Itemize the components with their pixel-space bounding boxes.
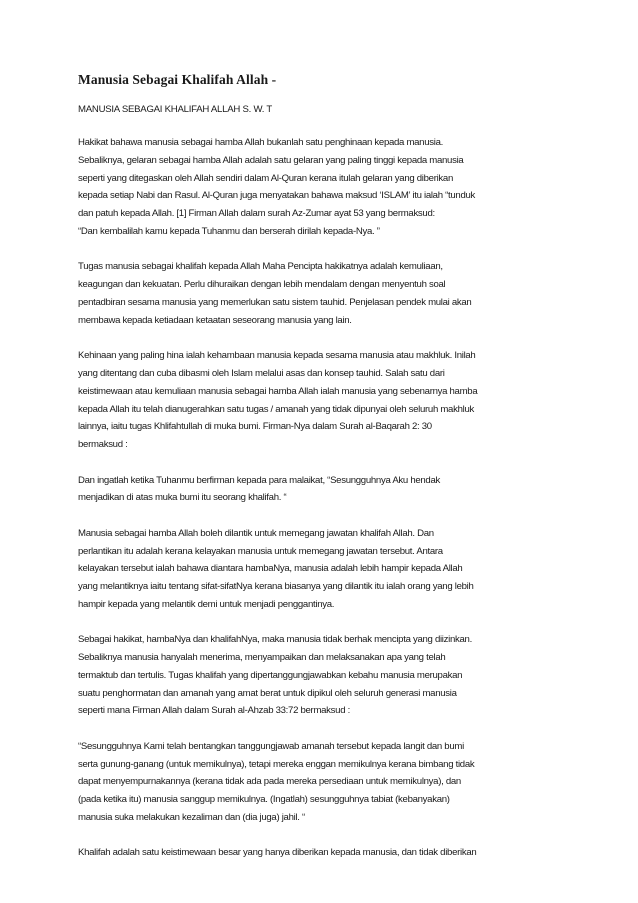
body-paragraph bbox=[78, 134, 568, 241]
paragraph-line: Manusia sebagai hamba Allah boleh dilantik untuk memegang jawatan khalifah Allah. Dan bbox=[78, 527, 434, 539]
body-paragraph bbox=[78, 631, 568, 720]
paragraph-line: Sebaliknya manusia hanyalah menerima, menyampaikan dan melaksanakan apa yang telah bbox=[78, 652, 446, 664]
paragraph-line: Sebaliknya, gelaran sebagai hamba Allah adalah satu gelaran yang paling tinggi kepada manusia bbox=[78, 154, 464, 166]
paragraph-line: (pada ketika itu) manusia sanggup memikulnya. (Ingatlah) sesungguhnya tabiat (kebanyakan) bbox=[78, 794, 450, 806]
paragraph-line: membawa kepada ketiadaan ketaatan seseorang manusia yang lain. bbox=[78, 314, 352, 326]
body-paragraph bbox=[78, 738, 568, 827]
paragraph-line: Tugas manusia sebagai khalifah kepada Allah Maha Pencipta hakikatnya adalah kemuliaan, bbox=[78, 261, 443, 273]
paragraph-line: serta gunung-ganang (untuk memikulnya), tetapi mereka enggan memikulnya kerana bimbang tidak bbox=[78, 758, 475, 770]
document-body bbox=[78, 134, 568, 862]
paragraph-line: yang melantiknya iaitu tentang sifat-sifatNya kerana biasanya yang dilantik itu ialah orang yang lebih bbox=[78, 581, 474, 593]
paragraph-line: bermaksud : bbox=[78, 439, 128, 451]
body-paragraph bbox=[78, 472, 568, 508]
document-subtitle: MANUSIA SEBAGAI KHALIFAH ALLAH S. W. T bbox=[78, 104, 272, 115]
paragraph-line: kepada setiap Nabi dan Rasul. Al-Quran juga menyatakan bahawa maksud ‘ISLAM’ itu ialah “tunduk bbox=[78, 190, 476, 202]
document-title: Manusia Sebagai Khalifah Allah - bbox=[78, 72, 277, 87]
paragraph-line: menjadikan di atas muka bumi itu seorang khalifah. “ bbox=[78, 492, 287, 504]
paragraph-line: perlantikan itu adalah kerana kelayakan manusia untuk memegang jawatan tersebut. Antara bbox=[78, 545, 443, 557]
paragraph-line: “Dan kembalilah kamu kepada Tuhanmu dan berserah dirilah kepada-Nya. ” bbox=[78, 225, 380, 237]
body-paragraph bbox=[78, 525, 568, 614]
body-paragraph bbox=[78, 347, 568, 454]
paragraph-line: yang ditentang dan cuba dibasmi oleh Islam melalui asas dan konsep tauhid. Salah satu dari bbox=[78, 367, 445, 379]
paragraph-line: Sebagai hakikat, hambaNya dan khalifahNya, maka manusia tidak berhak mencipta yang diizinkan. bbox=[78, 634, 472, 646]
paragraph-line: hampir kepada yang melantik demi untuk menjadi penggantinya. bbox=[78, 598, 335, 610]
paragraph-line: kepada Allah itu telah dianugerahkan satu tugas / amanah yang tidak dipunyai oleh seluruh makhluk bbox=[78, 403, 474, 415]
paragraph-line: keagungan dan kekuatan. Perlu dihuraikan dengan lebih mendalam dengan menyentuh soal bbox=[78, 279, 446, 291]
paragraph-line: seperti mana Firman Allah dalam Surah al-Ahzab 33:72 bermaksud : bbox=[78, 705, 350, 717]
paragraph-line: dan patuh kepada Allah. [1] Firman Allah dalam surah Az-Zumar ayat 53 yang bermaksud: bbox=[78, 208, 435, 220]
paragraph-line: kelayakan tersebut ialah bahawa diantara hambaNya, manusia adalah lebih hampir kepada Allah bbox=[78, 563, 463, 575]
paragraph-line: dapat menyempurnakannya (kerana tidak ada pada mereka persediaan untuk memikulnya), dan bbox=[78, 776, 461, 788]
paragraph-line: pentadbiran sesama manusia yang memerlukan satu sistem tauhid. Penjelasan pendek mulai akan bbox=[78, 296, 472, 308]
paragraph-line: manusia suka melakukan kezaliman dan (dia juga) jahil. “ bbox=[78, 812, 305, 824]
document-page bbox=[78, 71, 568, 880]
paragraph-line: lainnya, iaitu tugas Khlifahtullah di muka bumi. Firman-Nya dalam Surah al-Baqarah 2: 30 bbox=[78, 421, 432, 433]
paragraph-line: Hakikat bahawa manusia sebagai hamba Allah bukanlah satu penghinaan kepada manusia. bbox=[78, 137, 443, 148]
paragraph-line: Dan ingatlah ketika Tuhanmu berfirman kepada para malaikat, “Sesungguhnya Aku hendak bbox=[78, 474, 440, 486]
paragraph-line: seperti yang ditegaskan oleh Allah sendiri dalam Al-Quran kerana itulah gelaran yang diberikan bbox=[78, 172, 453, 184]
paragraph-line: suatu penghormatan dan amanah yang amat berat untuk dipikul oleh seluruh generasi manusia bbox=[78, 687, 457, 699]
paragraph-line: termaktub dan tertulis. Tugas khalifah yang dipertanggungjawabkan kebahu manusia merupakan bbox=[78, 669, 463, 681]
body-paragraph bbox=[78, 258, 568, 329]
body-paragraph bbox=[78, 844, 568, 862]
paragraph-line: “Sesungguhnya Kami telah bentangkan tanggungjawab amanah tersebut kepada langit dan bumi bbox=[78, 740, 464, 752]
paragraph-line: keistimewaan atau kemuliaan manusia sebagai hamba Allah ialah manusia yang sebenarnya hamba bbox=[78, 385, 478, 397]
paragraph-line: Kehinaan yang paling hina ialah kehambaan manusia kepada sesama manusia atau makhluk. Inilah bbox=[78, 350, 476, 362]
paragraph-line: Khalifah adalah satu keistimewaan besar yang hanya diberikan kepada manusia, dan tidak diberikan bbox=[78, 847, 477, 859]
